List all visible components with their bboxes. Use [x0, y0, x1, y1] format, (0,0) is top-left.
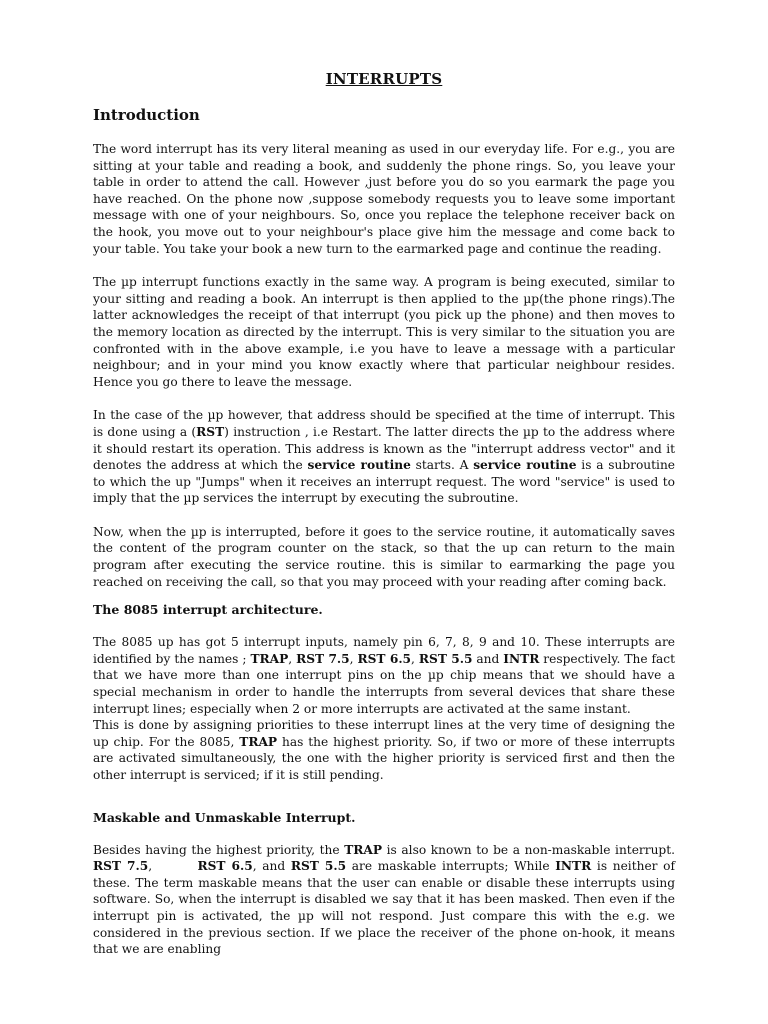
paragraph-2: The µp interrupt functions exactly in the same way. A program is being executed, similar to your sitting and reading a book. An interrupt is then applied to the µp(the phone rings).The latter acknowledges the receipt of that interrupt (you pick up the phone) and then moves to the memory location as directed by the interrupt. This is very similar to the situation you are confronted with in the above example, i.e you have to leave a message with a particular neighbour; and in your mind you know exactly where that particular neighbour resides. Hence you go there to leave the message.: [93, 275, 675, 389]
para3-text-e: starts. A: [410, 458, 474, 473]
paragraph-1: The word interrupt has its very literal meaning as used in our everyday life. For e.g., you are sitting at your table and reading a book, and suddenly the phone rings. So, you leave your table in order to attend the call. However ,just before you do so you earmark the page you have reached. On the phone now ,suppose somebody requests you to leave some important message with one of your neighbours. So, once you replace the telephone receiver back on the hook, you move out to your neighbour's place give him the message and come back to your table. You take your book a new turn to the earmarked page and continue the reading.: [93, 142, 675, 256]
para6-text-a: This is done by assigning priorities to these interrupt lines at the very time of designing the up chip. For the 8085,: [93, 718, 675, 749]
para7-text-b: is also known to be a non-maskable interrupt.: [382, 842, 675, 857]
maskable-heading: Maskable and Unmaskable Interrupt.: [93, 809, 356, 825]
separator: ,: [349, 651, 358, 666]
paragraph-6: [93, 717, 675, 783]
paragraph-4: Now, when the µp is interrupted, before it goes to the service routine, it automatically saves the content of the program counter on the stack, so that the up can return to the main program after executing the service routine. this is similar to earmarking the page you reached on receiving the call, so that you may proceed with your reading after coming back.: [93, 524, 675, 589]
architecture-heading: The 8085 interrupt architecture.: [93, 602, 323, 618]
rst75-term: RST 7.5: [296, 651, 350, 666]
para5-text-b: respectively. The fact that we have more than one interrupt pins on the µp chip means that we should have a special mechanism in order to handle the interrupts from several devices that share these interrupt lines; especially when 2 or more interrupts are activated at the same instant.: [93, 651, 675, 716]
separator: ,: [411, 651, 419, 666]
trap-term: TRAP: [239, 734, 278, 749]
para7-text-c: ,: [148, 859, 198, 874]
para7-text-f: is neither of these. The term maskable means that the user can enable or disable these interrupts using software. So, when the interrupt is disabled we say that it has been masked. Then even if the interrupt pin is activated, the µp will not respond. Just compare this with the e.g. we considered in the previous section. If we place the receiver of the phone on-hook, it means that we are enabling: [93, 859, 675, 957]
rst65-term: RST 6.5: [357, 651, 412, 666]
rst-term: RST: [196, 424, 225, 439]
intr-term: INTR: [555, 859, 592, 874]
paragraph-3: [93, 407, 675, 507]
para7-text-a: Besides having the highest priority, the: [93, 842, 345, 857]
trap-term: TRAP: [344, 842, 383, 857]
rst55-term: RST 5.5: [290, 859, 347, 874]
rst75-term: RST 7.5: [93, 859, 149, 874]
paragraph-7: [93, 842, 675, 958]
service-routine-term: service routine: [307, 458, 411, 473]
para3-text-c: ) instruction , i.e Restart. The latter directs the µp to the address where it should restart its operation. This address is known as the "interrupt address vector" and it denotes the address at which the: [93, 424, 675, 473]
para7-text-d: , and: [252, 859, 291, 874]
document-page: [93, 70, 675, 958]
conjunction: and: [472, 651, 504, 666]
para7-text-e: are maskable interrupts; While: [346, 859, 556, 874]
para3-text-a: In the case of the µp however, that address should be specified at the time of interrupt. This is done using a (: [93, 408, 675, 439]
para6-text-b: has the highest priority. So, if two or more of these interrupts are activated simultaneously, the one with the higher priority is serviced first and then the other interrupt is serviced; if it is still pending.: [93, 734, 675, 782]
paragraph-5: [93, 634, 675, 717]
trap-term: TRAP: [250, 651, 289, 666]
separator: ,: [288, 651, 297, 666]
para3-text-g: is a subroutine to which the up "Jumps" when it receives an interrupt request. The word "service" is used to imply that the µp services the interrupt by executing the subroutine.: [93, 458, 676, 506]
rst65-term: RST 6.5: [197, 859, 253, 874]
service-routine-term-2: service routine: [473, 458, 577, 473]
para5-text-a: The 8085 up has got 5 interrupt inputs, namely pin 6, 7, 8, 9 and 10. These interrupts are identified by the names ;: [93, 635, 675, 666]
rst55-term: RST 5.5: [418, 651, 473, 666]
intr-term: INTR: [503, 651, 540, 666]
document-title: INTERRUPTS: [325, 70, 443, 88]
introduction-heading: Introduction: [93, 106, 200, 124]
